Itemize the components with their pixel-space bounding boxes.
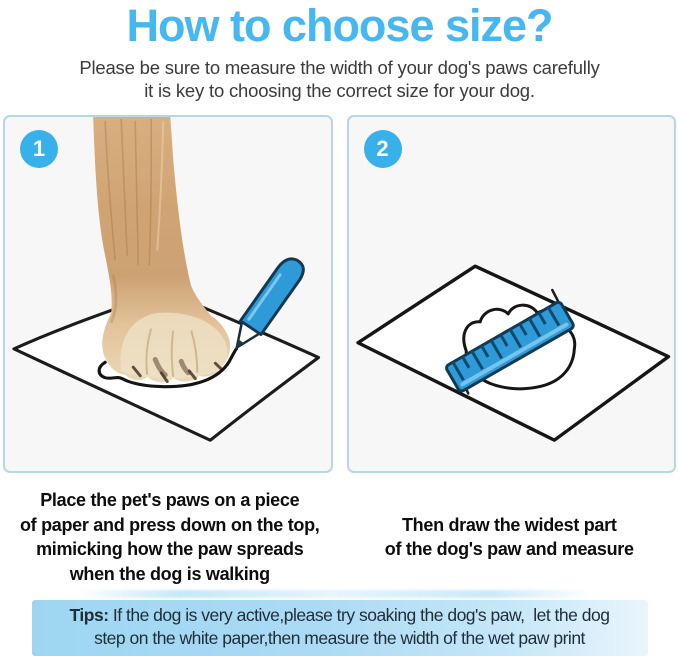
tips-line-2: step on the white paper,then measure the width of the wet paw print <box>94 627 585 648</box>
step-captions <box>0 488 679 586</box>
subtitle-line-2: it is key to choosing the correct size for your dog. <box>144 79 535 101</box>
caption-line: Then draw the widest part <box>401 514 617 535</box>
tips-highlight-smudge <box>77 590 592 598</box>
dog-leg-illustration <box>93 117 230 382</box>
step-panels <box>0 115 679 473</box>
tips-banner <box>32 600 648 656</box>
caption-line: of paper and press down on the top, <box>19 514 320 535</box>
step-1-illustration <box>5 117 331 471</box>
subtitle <box>0 56 679 103</box>
step-2-number-badge: 2 <box>364 130 402 168</box>
step-1-number-badge: 1 <box>20 130 58 168</box>
caption-line: of the dog's paw and measure <box>384 539 634 560</box>
caption-line: mimicking how the paw spreads <box>36 539 304 560</box>
subtitle-line-1: Please be sure to measure the width of your dog's paws carefully <box>79 56 600 78</box>
tips-label: Tips: <box>69 605 109 626</box>
caption-line: Place the pet's paws on a piece <box>40 490 300 511</box>
step-2-panel <box>347 115 677 473</box>
page-title: How to choose size? <box>126 0 553 51</box>
tips-line-1-text: If the dog is very active,please try soaking the dog's paw, let the dog <box>108 605 610 626</box>
step-1-panel <box>3 115 333 473</box>
caption-line: when the dog is walking <box>69 563 270 584</box>
step-1-caption <box>0 488 340 586</box>
step-2-caption <box>340 513 679 562</box>
tips-line-1 <box>34 604 646 627</box>
step-2-illustration <box>349 117 675 471</box>
